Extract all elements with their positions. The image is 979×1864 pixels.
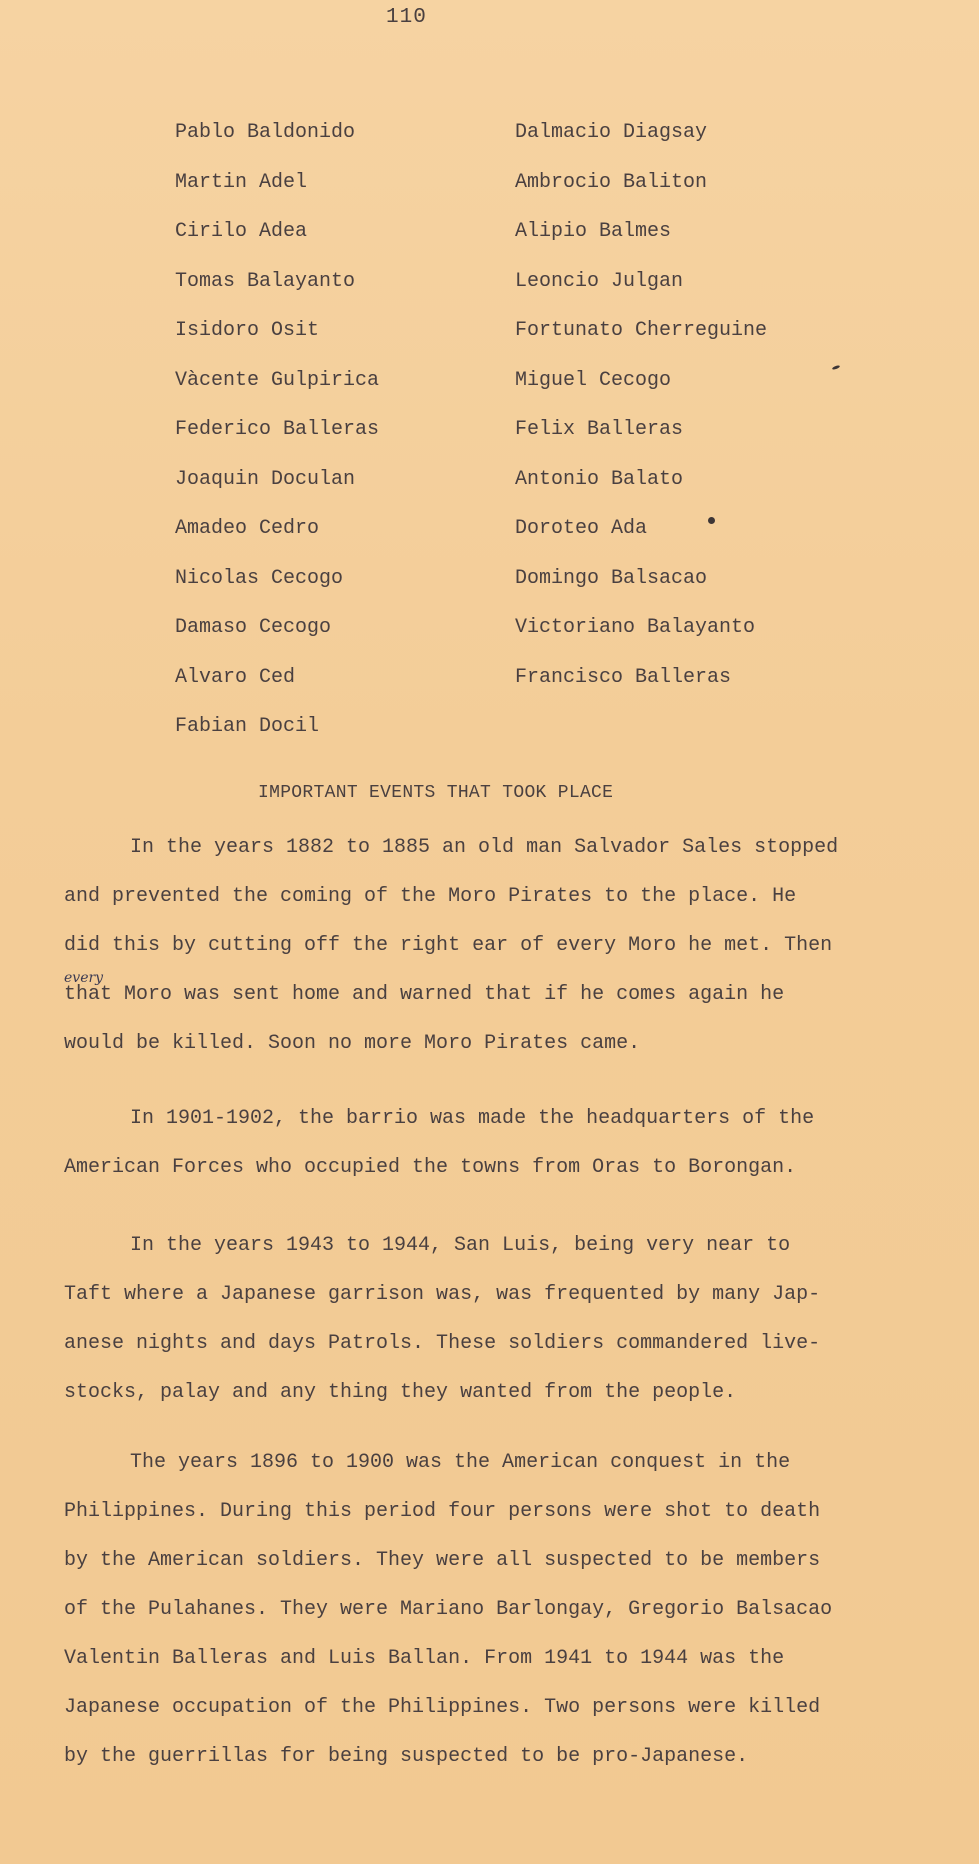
name-entry: Cirilo Adea <box>175 220 308 243</box>
section-heading: IMPORTANT EVENTS THAT TOOK PLACE <box>258 783 614 803</box>
text-line: Japanese occupation of the Philippines. Two persons were killed <box>64 1696 821 1719</box>
text-line: would be killed. Soon no more Moro Pirates came. <box>64 1032 641 1055</box>
text-line: In the years 1943 to 1944, San Luis, being very near to <box>130 1234 791 1257</box>
name-entry: Federico Balleras <box>175 418 380 441</box>
ink-dot <box>708 517 715 524</box>
text-line: The years 1896 to 1900 was the American conquest in the <box>130 1451 791 1474</box>
name-entry: Francisco Balleras <box>515 665 732 689</box>
text-line: American Forces who occupied the towns from Oras to Borongan. <box>64 1156 797 1179</box>
name-entry: Amadeo Cedro <box>175 517 320 540</box>
name-entry: Alvaro Ced <box>175 665 296 689</box>
text-line: of the Pulahanes. They were Mariano Barlongay, Gregorio Balsacao <box>64 1598 833 1621</box>
text-line: that Moro was sent home and warned that if he comes again he <box>64 983 785 1006</box>
name-entry: Fortunato Cherreguine <box>515 319 768 342</box>
name-entry: Domingo Balsacao <box>515 566 708 590</box>
name-entry: Leoncio Julgan <box>515 269 684 293</box>
name-entry: Damaso Cecogo <box>175 616 332 639</box>
paragraph-american-conquest <box>64 1448 944 1791</box>
text-line: by the guerrillas for being suspected to be pro-Japanese. <box>64 1745 749 1768</box>
text-line: and prevented the coming of the Moro Pirates to the place. He <box>64 885 797 908</box>
name-entry: Martin Adel <box>175 170 308 194</box>
name-entry: Tomas Balayanto <box>175 269 356 293</box>
name-entry: Ambrocio Baliton <box>515 170 708 194</box>
paragraph-moro-pirates <box>64 833 944 1078</box>
name-entry: Vàcente Gulpirica <box>175 368 380 392</box>
names-list <box>0 118 979 748</box>
name-entry: Antonio Balato <box>515 467 684 491</box>
name-entry: Alipio Balmes <box>515 220 672 243</box>
name-entry: Isidoro Osit <box>175 319 320 342</box>
name-entry: Nicolas Cecogo <box>175 566 344 590</box>
text-line: Valentin Balleras and Luis Ballan. From 1941 to 1944 was the <box>64 1647 785 1670</box>
page-number: 110 <box>386 6 427 29</box>
name-entry: Dalmacio Diagsay <box>515 121 708 144</box>
name-entry: Fabian Docil <box>175 715 320 738</box>
name-entry: Felix Balleras <box>515 418 684 441</box>
paragraph-japanese-patrols <box>64 1231 944 1427</box>
handwritten-note: every <box>64 970 104 986</box>
text-line: anese nights and days Patrols. These soldiers commandered live- <box>64 1332 821 1355</box>
name-entry: Pablo Baldonido <box>175 121 356 144</box>
text-line: In 1901-1902, the barrio was made the headquarters of the <box>130 1107 815 1130</box>
text-line: Philippines. During this period four persons were shot to death <box>64 1500 821 1523</box>
name-entry: Joaquin Doculan <box>175 467 356 491</box>
names-column-right <box>515 118 767 712</box>
text-line: In the years 1882 to 1885 an old man Salvador Sales stopped <box>130 836 839 859</box>
text-line: by the American soldiers. They were all suspected to be members <box>64 1549 821 1572</box>
name-entry: Victoriano Balayanto <box>515 616 756 639</box>
name-entry: Miguel Cecogo <box>515 368 672 392</box>
text-line: did this by cutting off the right ear of every Moro he met. Then <box>64 934 833 957</box>
paragraph-headquarters <box>64 1104 944 1202</box>
names-column-left <box>175 118 379 762</box>
name-entry: Doroteo Ada <box>515 517 648 540</box>
text-line: stocks, palay and any thing they wanted from the people. <box>64 1381 737 1404</box>
text-line: Taft where a Japanese garrison was, was frequented by many Jap- <box>64 1283 821 1306</box>
